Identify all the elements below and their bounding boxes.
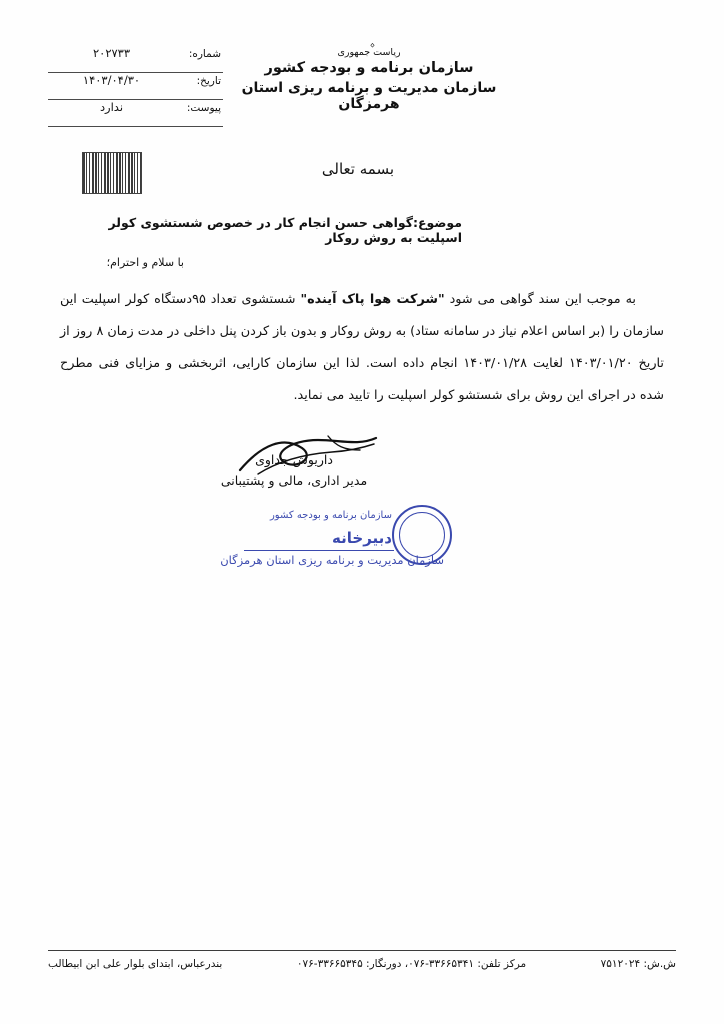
signer-title: مدیر اداری، مالی و پشتیبانی (220, 473, 368, 488)
meta-label-attachment: پیوست: (186, 102, 221, 114)
stamp-line-3: سازمان مدیریت و برنامه ریزی استان هرمزگان (220, 553, 444, 567)
organization-provincial-label: سازمان مدیریت و برنامه ریزی استان هرمزگان (241, 80, 497, 112)
footer-address: بندرعباس، ابتدای بلوار علی ابن ابیطالب (48, 958, 223, 970)
meta-value-date: ۱۴۰۳/۰۴/۳۰ (82, 73, 141, 87)
meta-row (48, 46, 223, 73)
stamp-line-2: دبیرخانه (332, 529, 392, 547)
official-stamp (212, 505, 462, 585)
salutation-label: با سلام و احترام؛ (106, 256, 184, 269)
iran-emblem-icon (219, 26, 519, 46)
meta-row (48, 73, 223, 100)
document-subject: موضوع:گواهی حسن انجام کار در خصوص شستشوی کولر اسپلیت به روش روکار (108, 215, 462, 245)
footer-divider (48, 950, 676, 951)
document-meta-table (48, 46, 223, 127)
meta-label-date: تاریخ: (196, 75, 221, 87)
document-footer (48, 958, 676, 970)
meta-value-attachment: ندارد (99, 100, 124, 114)
presidency-label: ریاست جمهوری (337, 47, 401, 58)
basmala-label: بسمه تعالی (321, 160, 394, 178)
meta-label-number: شماره: (188, 48, 221, 60)
footer-serial-value: ۷۵۱۲۰۲۴ (600, 958, 641, 970)
barcode-icon (82, 152, 142, 194)
meta-row (48, 100, 223, 127)
organization-block (219, 26, 519, 112)
body-part-2: شستشوی تعداد ۹۵دستگاه کولر اسپلیت این سازمان را (بر اساس اعلام نیاز در سامانه ستاد) به روش روکار و بدون باز کردن پنل داخلی در مدت زمان ۸ روز از تاریخ ۱۴۰۳/۰۱/۲۰ لغایت ۱۴۰۳/۰۱/۲۸ انجام داده است. لذا این سازمان کارایی، اثربخشی و مزایای فنی مطرح شده در اجرای این روش برای شستشو کولر اسپلیت را تایید می نماید. (60, 292, 664, 403)
footer-contact: مرکز تلفن: ۳۳۶۶۵۳۴۱-۰۷۶، دورنگار: ۳۳۶۶۵۳۴۵-۰۷۶ (296, 958, 527, 970)
stamp-line-1: سازمان برنامه و بودجه کشور (269, 510, 392, 521)
meta-value-number: ۲۰۲۷۳۳ (92, 46, 131, 60)
stamp-divider (244, 550, 394, 551)
company-name: "شرکت هوا پاک آینده" (300, 292, 445, 307)
footer-serial-label: ش.ش: (643, 958, 676, 970)
body-part-1: به موجب این سند گواهی می شود (444, 292, 636, 307)
document-body (60, 284, 664, 412)
document-header (0, 26, 724, 136)
footer-serial (601, 958, 676, 970)
signature-block (194, 452, 394, 488)
signer-name: داریوش جداوی (255, 452, 333, 467)
organization-national-label: سازمان برنامه و بودجه کشور (264, 60, 474, 76)
